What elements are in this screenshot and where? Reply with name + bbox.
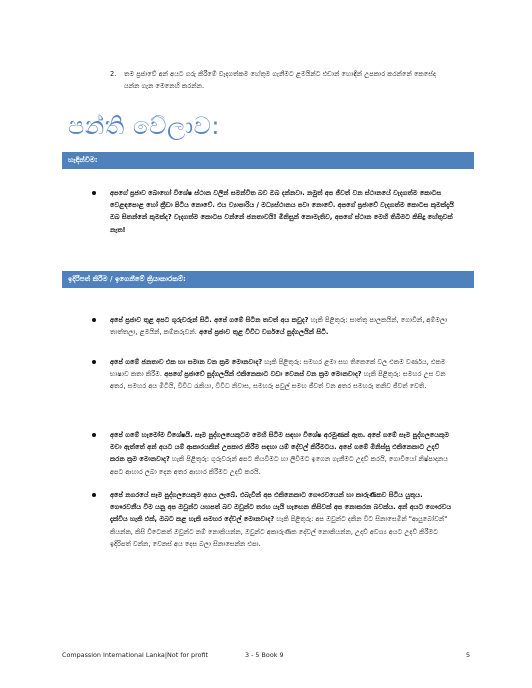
bullet-text: හැකි පිළිතුරු: අප ඔවුන්ට දකින විට සිනාසෙමින් "ආයුබෝවන්" කියන්න, කිසි විටෙකත් ඔවුන්ට නම් නොකියන්න, ඔවුන්ට අකාරුණික දේවල් නොකියන්න, උදව් අවශ්‍ය අයට උදව් කිරීමට ඉදිරිපත් වන්න, වෙනස් අය දෙස බලා සිනාසෙන්න එපා. bbox=[110, 515, 448, 548]
bullet-bold: අපේ ප්‍රජාව තුළ අපට ගුරුවරුන් සිටී. අපේ ගමේ සිටින තවත් අය කවුද? bbox=[110, 316, 309, 324]
bullet-bold: අපගේ ප්‍රජාවේ පුද්ගලයින් එකිනෙකාට වඩා වෙනස් වන ක්‍රම මොනවාද? bbox=[161, 370, 362, 379]
bullet-dot bbox=[92, 318, 96, 322]
bullet-bold: අපගේ ප්‍රජාව බොහෝ විශේෂ ස්ථාන වලින් සමන්විත බව ඔබ දන්නවා. නමුත් අප ජීවත් වන ස්ථානයේ වැදගත්ම කොටස වෙළඳපොළ හෝ ක්‍රීඩා පිටිය නොවේ. එය ව්‍යාපාරිය / මධ්‍යස්ථානය පවා නොවේ. අපගේ ප්‍රජාවේ වැදගත්ම කොටස කුමක්දැයි ඔබ සිතන්නේ කුමක්ද? වැදගත්ම කොටස වන්නේ ජනතාවයි! මිනිසුන් නොමැතිව, අපගේ ස්ථාන මෙහි තිබීමට කිසිදු හේතුවක් නැත! bbox=[110, 189, 454, 234]
bullet-bold: අපේ ගමේ ජනතාව එක හා සමාන වන ක්‍රම මොනවාද? bbox=[110, 358, 263, 366]
item-number: 2. bbox=[110, 70, 117, 78]
footer-page-number: 5 bbox=[466, 651, 471, 659]
bullet-text: හැකි පිළිතුරු: සමහර උස වන අතර, සමහර අය මිටියි, විවිධ රැකියා, විවිධ නිවාස, සමහරු පවුල් සමඟ ජීවත් වන අතර සමහරු තනිව ජීවත් වෙති. bbox=[110, 370, 446, 391]
bullet-dot bbox=[92, 360, 96, 364]
bullet-text: හැකි පිළිතුරු: සමහර ළමා සහ තිකෙකේ වල එකම වර්ණය, එකම භාෂාව කතා කිරීම. bbox=[110, 358, 446, 379]
footer-book: 3 - 5 Book 9 bbox=[245, 651, 284, 659]
bullet-text: හැකි පිළිතුරු: ගුරුවරුන් අපට කියවීමට හා ලිවීමට ඉගෙන ගැනීමට උදව් කරයි, ගොවියෝ නිෂ්පාදනය අපට ආහාර ලබා දෙන අතර ආහාර කිරීමට උදව් කරයි. bbox=[110, 455, 448, 476]
bullet-bold: අපේ නගරයේ සෑම පුද්ගලයෙකුම අගය ලැබේ. එබැවින් අප එකිනෙකාට ගෞරවයෙන් හා කාරුණිකව සිටිය යුතුය. ගෞරවනීය වීම යනු අප ඔවුන්ට යහපත් බව ඔවුන්ට තරහ යැයි හැඟෙන කිසිවක් අප නොකරන බවක්ය. අන් අයට ගෞරවය දැක්විය හැකි එක්, ඔබට කළ හැකි සමහර දේවල් මොනවාද? bbox=[110, 491, 452, 524]
bullet-item bbox=[110, 356, 455, 393]
bullet-item bbox=[110, 187, 455, 236]
bullet-item bbox=[110, 314, 455, 338]
bullet-bold: අපේ ප්‍රජාව තුළ විවිධ වර්ගයේ පුද්ගලයින් සිටී. bbox=[196, 328, 329, 337]
footer-organization: Compassion International Lanka|Not for profit bbox=[62, 651, 209, 659]
bullet-dot bbox=[92, 493, 96, 497]
bullet-dot bbox=[92, 433, 96, 437]
bullet-item bbox=[110, 429, 455, 478]
bullet-text: හැකි පිළිතුරු: සාත්තු පාලකයින්, ගොවීන්, අම්මලා තාත්තලා, ළමයින්, කම්කරුවන්. bbox=[110, 316, 448, 337]
section-bar-explore: ඉදිරිපත් කිරීම / ඉගෙනීමේ ක්‍රියාකාරකම්: bbox=[62, 271, 474, 288]
bullet-item bbox=[110, 489, 455, 550]
section-title: පන්ති වේලාව: bbox=[68, 112, 221, 140]
bullet-dot bbox=[92, 191, 96, 195]
numbered-item bbox=[110, 68, 450, 92]
item-text: තම ප්‍රජාවේ අන් අයට ගරු කිරීමේ වැදගත්කම හේතුම ගැනීමට ළමයින්ට එඩාන් හොඳින් උපකාර කරන්නේ කෙසේද යන්න ගැන මෙනෙහි කරන්න. bbox=[124, 70, 436, 90]
bullet-bold: අපේ ගමේ හැමෝම විශේෂයි. සෑම පුද්ගලයෙකුටම මෙහි සිටීම සඳහා විශේෂ අරමුණක් ඇත. අපේ ගමේ සෑම පුද්ගලයෙකුම මවා ඇත්තේ අන් අයට යම් ආකාරයකින් උපකාර කිරීම සඳහා යම් දේවල් කිරීමටය. අපේ ගමේ මිනිස්සු එකිනෙකාට උදව් කරන ක්‍රම මොනවාද? bbox=[110, 431, 450, 464]
section-bar-intro: හැඳින්වීම: bbox=[62, 152, 474, 169]
